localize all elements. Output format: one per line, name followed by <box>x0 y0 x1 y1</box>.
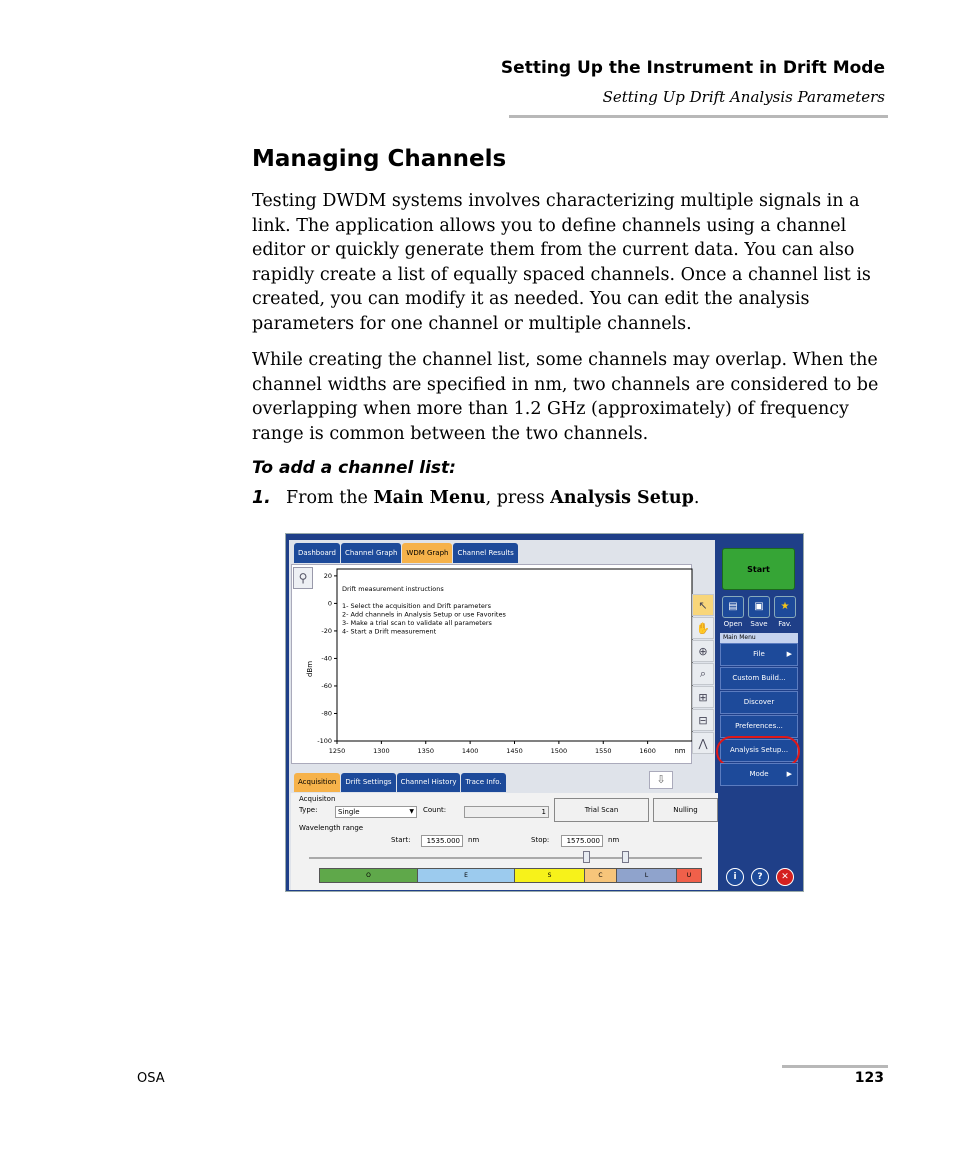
instruction-line: 3- Make a trial scan to validate all parameters <box>342 619 492 627</box>
x-tick-label: 1350 <box>417 747 435 755</box>
open-label: Open <box>723 620 743 628</box>
paragraph-2: While creating the channel list, some channels may overlap. When the channel widths are specified in nm, two channels are considered to be overlapping when more than 1.2 GHz (approximately) of frequency range is common between the two channels. <box>252 350 879 444</box>
y-tick-label: 0 <box>327 599 332 608</box>
band-o: O <box>320 869 418 882</box>
fav-label: Fav. <box>778 620 792 628</box>
graph-settings-icon[interactable]: ⚲ <box>293 567 313 589</box>
main-menu-title: Main Menu <box>720 633 798 643</box>
wavelength-range-label: Wavelength range <box>299 824 364 832</box>
y-axis-label: dBm <box>306 660 314 678</box>
x-tick-label: 1600 <box>639 747 656 755</box>
graph-toolbar <box>692 594 716 755</box>
save-disk-icon[interactable]: ▣ <box>748 596 770 618</box>
instruction-line: 1- Select the acquisition and Drift parameters <box>342 602 491 610</box>
x-tick-label: 1500 <box>550 747 568 755</box>
footer-product: OSA <box>137 1071 165 1086</box>
instructions-title: Drift measurement instructions <box>342 585 444 593</box>
tab-channel-results[interactable]: Channel Results <box>453 543 517 563</box>
stop-label: Stop: <box>531 836 550 844</box>
peak-icon[interactable]: ⋀ <box>692 732 714 754</box>
app-screenshot <box>285 533 804 892</box>
wdm-chart <box>292 565 693 765</box>
tab-channel-graph[interactable]: Channel Graph <box>341 543 401 563</box>
menu-item-file[interactable] <box>720 643 798 666</box>
x-tick-label: 1400 <box>461 747 479 755</box>
side-panel <box>717 540 801 890</box>
x-tick-label: 1300 <box>373 747 390 755</box>
menu-item-preferences[interactable]: Preferences... <box>720 715 798 738</box>
chevron-right-icon: ▶ <box>786 770 792 778</box>
open-folder-icon[interactable]: ▤ <box>722 596 744 618</box>
zoom-in-icon[interactable]: ⊞ <box>692 686 714 708</box>
x-tick-label: 1250 <box>328 747 346 755</box>
range-start-handle[interactable] <box>583 851 590 863</box>
menu-item-analysis-setup[interactable]: Analysis Setup... <box>720 739 798 762</box>
procedure-title: To add a channel list: <box>252 458 456 478</box>
collapse-arrow-icon[interactable]: ⇩ <box>649 771 673 789</box>
stop-unit: nm <box>608 836 620 844</box>
zoom-icon[interactable]: ⌕ <box>692 663 714 685</box>
chevron-right-icon: ▶ <box>786 650 792 658</box>
running-header-subtitle: Setting Up Drift Analysis Parameters <box>602 88 885 106</box>
tab-drift-settings[interactable]: Drift Settings <box>341 773 395 792</box>
menu-item-custom-build[interactable]: Custom Build... <box>720 667 798 690</box>
type-label: Type: <box>299 806 318 814</box>
save-label: Save <box>750 620 768 628</box>
chevron-down-icon: ▼ <box>409 808 414 815</box>
top-tab-bar <box>294 543 518 563</box>
graph-area <box>291 564 692 764</box>
zoom-area-icon[interactable]: ⊕ <box>692 640 714 662</box>
tab-channel-history[interactable]: Channel History <box>397 773 461 792</box>
tab-dashboard[interactable]: Dashboard <box>294 543 340 563</box>
acquisition-group-label: Acquisiton <box>299 795 336 803</box>
step-menu-name: Main Menu <box>373 488 486 508</box>
y-tick-label: -80 <box>321 709 332 718</box>
pointer-icon[interactable]: ↖ <box>692 594 714 616</box>
favorite-star-icon[interactable]: ★ <box>774 596 796 618</box>
x-tick-label: 1550 <box>594 747 612 755</box>
help-icon[interactable]: ? <box>751 868 769 886</box>
close-icon[interactable]: ✕ <box>776 868 794 886</box>
start-field[interactable]: 1535.000 <box>421 835 463 847</box>
menu-item-mode[interactable] <box>720 763 798 786</box>
step-button-name: Analysis Setup <box>550 488 694 508</box>
menu-item-label: File <box>753 650 765 658</box>
band-s: S <box>515 869 585 882</box>
stop-field[interactable]: 1575.000 <box>561 835 603 847</box>
step-text-middle: , press <box>485 488 551 508</box>
y-tick-label: -100 <box>317 737 332 745</box>
type-select[interactable] <box>335 806 417 818</box>
count-field[interactable]: 1 <box>464 806 549 818</box>
info-icon[interactable]: i <box>726 868 744 886</box>
running-header-title: Setting Up the Instrument in Drift Mode <box>500 58 885 78</box>
tab-wdm-graph[interactable]: WDM Graph <box>402 543 452 563</box>
range-slider-track[interactable] <box>309 857 702 859</box>
type-value: Single <box>338 808 360 816</box>
instruction-line: 2- Add channels in Analysis Setup or use Favorites <box>342 610 506 619</box>
hand-icon[interactable]: ✋ <box>692 617 714 639</box>
count-label: Count: <box>423 806 447 814</box>
start-unit: nm <box>468 836 480 844</box>
tab-acquisition[interactable]: Acquisition <box>294 773 340 792</box>
y-tick-label: -40 <box>321 654 332 663</box>
header-rule <box>509 115 888 118</box>
nulling-button[interactable]: Nulling <box>653 798 718 822</box>
step-text-prefix: From the <box>286 488 374 508</box>
menu-item-label: Mode <box>749 770 769 778</box>
y-tick-label: 20 <box>323 571 332 580</box>
trial-scan-button[interactable]: Trial Scan <box>554 798 649 822</box>
instruction-line: 4- Start a Drift measurement <box>342 627 437 636</box>
main-panel <box>289 540 715 890</box>
step-1 <box>252 488 699 508</box>
acquisition-panel <box>291 793 718 890</box>
x-unit-label: nm <box>674 747 686 755</box>
start-label: Start: <box>391 836 411 844</box>
band-c: C <box>585 869 617 882</box>
tab-trace-info[interactable]: Trace Info. <box>461 773 505 792</box>
section-heading: Managing Channels <box>252 146 507 172</box>
step-text-suffix: . <box>693 488 700 508</box>
band-e: E <box>418 869 515 882</box>
y-tick-label: -60 <box>321 681 332 690</box>
menu-item-discover[interactable]: Discover <box>720 691 798 714</box>
zoom-out-icon[interactable]: ⊟ <box>692 709 714 731</box>
band-bar <box>319 868 702 883</box>
step-number: 1. <box>252 488 271 508</box>
start-button[interactable]: Start <box>722 548 795 590</box>
page-number: 123 <box>854 1070 884 1086</box>
y-tick-label: -20 <box>321 626 332 635</box>
range-stop-handle[interactable] <box>622 851 629 863</box>
band-u: U <box>677 869 701 882</box>
paragraph-1: Testing DWDM systems involves characterizing multiple signals in a link. The application allows you to define channels using a channel editor or quickly generate them from the current data. You can also rapidly create a list of equally spaced channels. Once a channel list is created, you can modify it as needed. You can edit the analysis parameters for one channel or multiple channels. <box>252 191 871 334</box>
footer-rule <box>782 1065 888 1068</box>
plot-frame <box>337 569 692 741</box>
band-l: L <box>617 869 677 882</box>
x-tick-label: 1450 <box>506 747 523 755</box>
bottom-tab-bar <box>294 773 506 792</box>
